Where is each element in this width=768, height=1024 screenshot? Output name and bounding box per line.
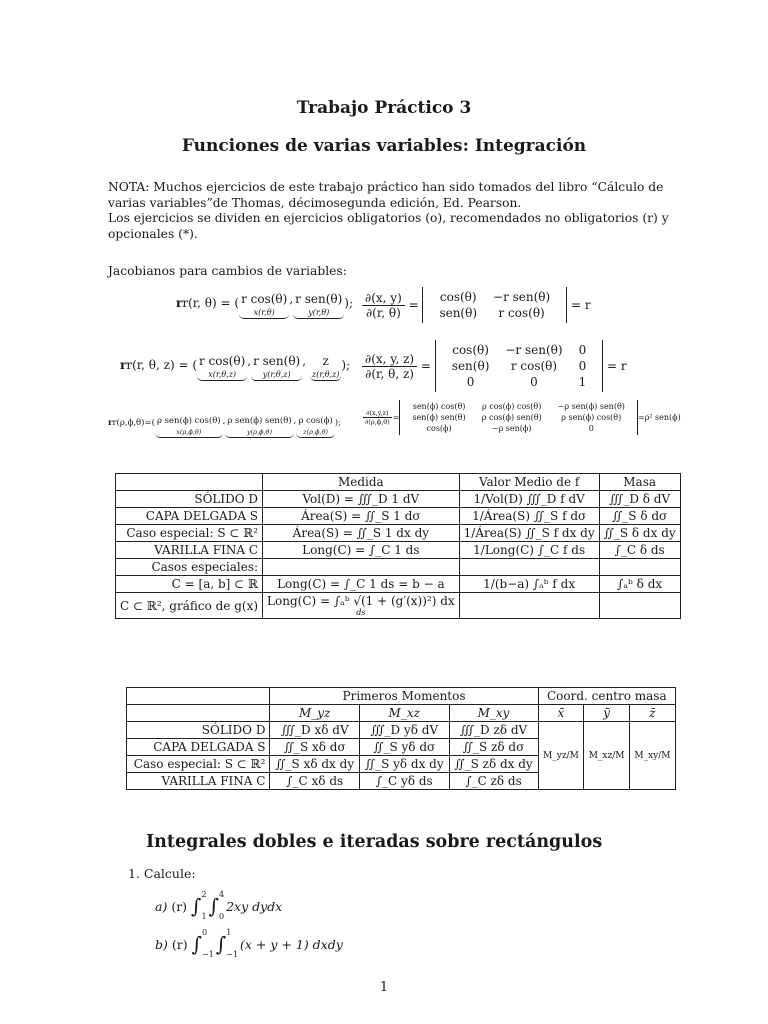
jacobians-heading: Jacobianos para cambios de variables: [108, 264, 347, 278]
cyl-matrix-cell: 0 [466, 375, 475, 389]
sph-x: ρ sen(ϕ) cos(θ) x(ρ,ϕ,θ) [156, 416, 221, 436]
table2-cell: ∬_S zδ dx dy [449, 756, 538, 773]
table2-cell: ∭_D zδ dV [449, 722, 538, 739]
table2-cell: ∬_S zδ dσ [449, 739, 538, 756]
table1-row-label: CAPA DELGADA S [116, 508, 263, 525]
sph-jacobian: $\frac{\partial(x,y,z)}{\partial(\rho,\phi,\theta)}$ = sen(ϕ) cos(θ) ρ cos(ϕ) cos(θ) −ρ sen(ϕ) sen(θ) sen(ϕ) sen(θ) ρ cos(ϕ) sen(θ) ρ sen(ϕ) cos(θ) cos(ϕ) −ρ sen(ϕ) 0 =ρ² sen(ϕ) [365, 402, 681, 433]
table1-header: Masa [599, 474, 680, 491]
table1-cell: 1/Área(S) ∬_S f dσ [459, 508, 599, 525]
cyl-matrix [435, 340, 603, 392]
table2-subheader: z̄ [629, 705, 675, 722]
sph-z: ρ cos(ϕ) z(ρ,ϕ,θ) [298, 416, 333, 436]
moments-table [126, 687, 676, 790]
measures-table [115, 473, 681, 619]
table2-cell: ∬_S xδ dx dy [270, 756, 360, 773]
table1-header: Medida [263, 474, 460, 491]
cyl-matrix-row [444, 358, 594, 374]
table1-row [116, 559, 681, 576]
note-text-2: Los ejercicios se dividen en ejercicios obligatorios (o), recomendados no obligatorios (r) y opcionales (*). [108, 211, 669, 241]
sph-row: rr(ρ,ϕ,θ)=( ρ sen(ϕ) cos(θ) x(ρ,ϕ,θ) , ρ sen(ϕ) sen(θ) y(ρ,ϕ,θ) , ρ cos(ϕ) z(ρ,ϕ,θ) ); [108, 416, 341, 436]
table1-cell: 1/Long(C) ∫_C f ds [459, 542, 599, 559]
table2-group-header: Primeros Momentos [270, 688, 538, 705]
table1-row [116, 542, 681, 559]
table2-subheader: M_xz [359, 705, 449, 722]
table1-row [116, 508, 681, 525]
table1-cell: ∫ₐᵇ δ dx [599, 576, 680, 593]
table1-cell: 1/Área(S) ∬_S f dx dy [459, 525, 599, 542]
sph-matrix-cell: ρ cos(ϕ) sen(θ) [481, 413, 542, 422]
cyl-x: r cos(θ) x(r,θ,z) [199, 354, 246, 379]
table1-cell: Área(S) = ∬_S 1 dx dy [263, 525, 460, 542]
table2-subheader: ȳ [584, 705, 630, 722]
table1-row-label: C ⊂ ℝ², gráfico de g(x) [116, 593, 263, 619]
sph-matrix-row [404, 423, 632, 434]
table1-cell [263, 559, 460, 576]
table2-subheader-row [127, 705, 676, 722]
page-title: Trabajo Práctico 3 [296, 98, 472, 118]
polar-y: r sen(θ) y(r,θ) [295, 292, 343, 317]
table1-cell: Long(C) = ∫_C 1 ds = b − a [263, 576, 460, 593]
table1-cell: 1/Vol(D) ∭_D f dV [459, 491, 599, 508]
table2-group-row [127, 688, 676, 705]
polar-matrix-cell: cos(θ) [439, 290, 477, 304]
table1-row [116, 576, 681, 593]
table2-cell: ∬_S yδ dx dy [359, 756, 449, 773]
table1-cell [599, 593, 680, 619]
cyl-z: z z(r,θ,z) [311, 354, 340, 379]
table2-subheader: M_xy [449, 705, 538, 722]
table2-row-label: CAPA DELGADA S [127, 739, 270, 756]
table1-cell: ∬_S δ dσ [599, 508, 680, 525]
table2-cell: ∬_S xδ dσ [270, 739, 360, 756]
table2-cell: ∫_C zδ ds [449, 773, 538, 790]
polar-matrix-row [431, 305, 558, 321]
note-text-1: NOTA: Muchos ejercicios de este trabajo práctico han sido tomados del libro “Cálculo de varias variables”de Thomas, décimosegunda edición, Ed. Pearson. [108, 180, 664, 210]
center-of-mass-cell: M_xz/M [584, 722, 630, 790]
table2-subheader: M_yz [270, 705, 360, 722]
polar-matrix [422, 287, 567, 323]
sph-matrix-cell: ρ cos(ϕ) cos(θ) [482, 402, 542, 411]
table1-corner [116, 474, 263, 491]
table1-cell: Long(C) = ∫ₐᵇ √(1 + (g′(x))²) dx ds [263, 593, 460, 619]
cyl-matrix-cell: cos(θ) [452, 343, 489, 357]
table1-cell [599, 559, 680, 576]
table1-cell: ∫_C δ ds [599, 542, 680, 559]
cyl-jacobian: $\frac{\partial(x, y, z)}{\partial(r, \theta, z)}$ = cos(θ) −r sen(θ) 0 sen(θ) r cos(θ) 0 0 0 1 = r [362, 340, 627, 392]
sph-matrix-cell: ρ sen(ϕ) cos(θ) [561, 413, 622, 422]
table1-row [116, 593, 681, 619]
table1-cell [459, 593, 599, 619]
table2-row-label: SÓLIDO D [127, 722, 270, 739]
polar-lhs: r(r, θ) = ( [182, 296, 240, 310]
cyl-matrix-cell: 0 [578, 343, 587, 357]
center-of-mass-cell: M_xy/M [629, 722, 675, 790]
table2-cell: ∬_S yδ dσ [359, 739, 449, 756]
cyl-matrix-cell: 0 [530, 375, 538, 389]
sph-matrix-cell: −ρ sen(ϕ) sen(θ) [557, 402, 625, 411]
table1-row-label: Caso especial: S ⊂ ℝ² [116, 525, 263, 542]
table1-header-row [116, 474, 681, 491]
page-number: 1 [379, 980, 389, 995]
table2-row [127, 722, 676, 739]
table2-cell: ∫_C yδ ds [359, 773, 449, 790]
table2-subheader: x̄ [538, 705, 584, 722]
table2-row-label: Caso especial: S ⊂ ℝ² [127, 756, 270, 773]
polar-matrix-cell: sen(θ) [439, 306, 478, 320]
table2-corner [127, 688, 270, 705]
table2-cell: ∭_D xδ dV [270, 722, 360, 739]
center-of-mass-cell: M_yz/M [538, 722, 584, 790]
exercise-1b: b) (r) ∫ 0 −1 ∫ 1 −1 (x + y + 1) dxdy [155, 928, 343, 959]
table2-cell: ∫_C xδ ds [270, 773, 360, 790]
sph-matrix-cell: sen(ϕ) cos(θ) [412, 402, 466, 411]
sph-matrix-row [404, 401, 632, 412]
table1-cell [459, 559, 599, 576]
polar-matrix-cell: r cos(θ) [498, 306, 545, 320]
table1-cell: Vol(D) = ∭_D 1 dV [263, 491, 460, 508]
section-title: Integrales dobles e iteradas sobre rectángulos [146, 832, 603, 852]
table2-group-header: Coord. centro masa [538, 688, 675, 705]
table1-header: Valor Medio de f [459, 474, 599, 491]
sph-matrix-cell: 0 [588, 424, 594, 433]
table1-row-label: SÓLIDO D [116, 491, 263, 508]
exercise-1: 1. Calcule: [128, 866, 196, 881]
sph-matrix-cell: −ρ sen(ϕ) [491, 424, 532, 433]
polar-jacobian: $\frac{\partial(x, y)}{\partial(r, \theta)}$ = cos(θ) −r sen(θ) sen(θ) r cos(θ) = r [362, 287, 591, 323]
exercise-1a: a) (r) ∫ 2 1 ∫ 4 0 2xy dydx [155, 890, 283, 921]
table1-row-label: Casos especiales: [116, 559, 263, 576]
cyl-y: r sen(θ) y(r,θ,z) [253, 354, 301, 379]
sph-matrix-cell: cos(ϕ) [426, 424, 452, 433]
table2-corner [127, 705, 270, 722]
cyl-matrix-cell: 0 [578, 359, 587, 373]
page-subtitle: Funciones de varias variables: Integración [181, 136, 587, 156]
cyl-matrix-row [444, 374, 594, 390]
ds-label: ds [356, 608, 366, 617]
sph-matrix-cell: sen(ϕ) sen(θ) [412, 413, 466, 422]
table2-row-label: VARILLA FINA C [127, 773, 270, 790]
table1-cell: ∭_D δ dV [599, 491, 680, 508]
table2-cell: ∭_D yδ dV [359, 722, 449, 739]
table1-row [116, 525, 681, 542]
cyl-matrix-cell: −r sen(θ) [505, 343, 563, 357]
table1-row-label: C = [a, b] ⊂ ℝ [116, 576, 263, 593]
polar-x: r cos(θ) x(r,θ) [241, 292, 288, 317]
table1-cell: Área(S) = ∬_S 1 dσ [263, 508, 460, 525]
sph-matrix-row [404, 412, 632, 423]
table1-row-label: VARILLA FINA C [116, 542, 263, 559]
cyl-row: rr(r, θ, z) = ( r cos(θ) x(r,θ,z) , r sen(θ) y(r,θ,z) , z z(r,θ,z) ); [120, 354, 351, 379]
polar-matrix-row [431, 289, 558, 305]
cyl-matrix-row [444, 342, 594, 358]
table1-cell: Long(C) = ∫_C 1 ds [263, 542, 460, 559]
cyl-matrix-cell: r cos(θ) [510, 359, 558, 373]
sph-y: ρ sen(ϕ) sen(θ) y(ρ,ϕ,θ) [227, 416, 292, 436]
polar-row: rr(r, θ) = ( r cos(θ) x(r,θ) , r sen(θ) y(r,θ) ); [176, 292, 354, 317]
table1-row [116, 491, 681, 508]
sph-matrix [399, 400, 637, 435]
note-paragraph [108, 180, 696, 242]
table1-cell: 1/(b−a) ∫ₐᵇ f dx [459, 576, 599, 593]
polar-matrix-cell: −r sen(θ) [493, 290, 551, 304]
table1-cell: ∬_S δ dx dy [599, 525, 680, 542]
cyl-matrix-cell: 1 [578, 375, 587, 389]
cyl-matrix-cell: sen(θ) [451, 359, 490, 373]
